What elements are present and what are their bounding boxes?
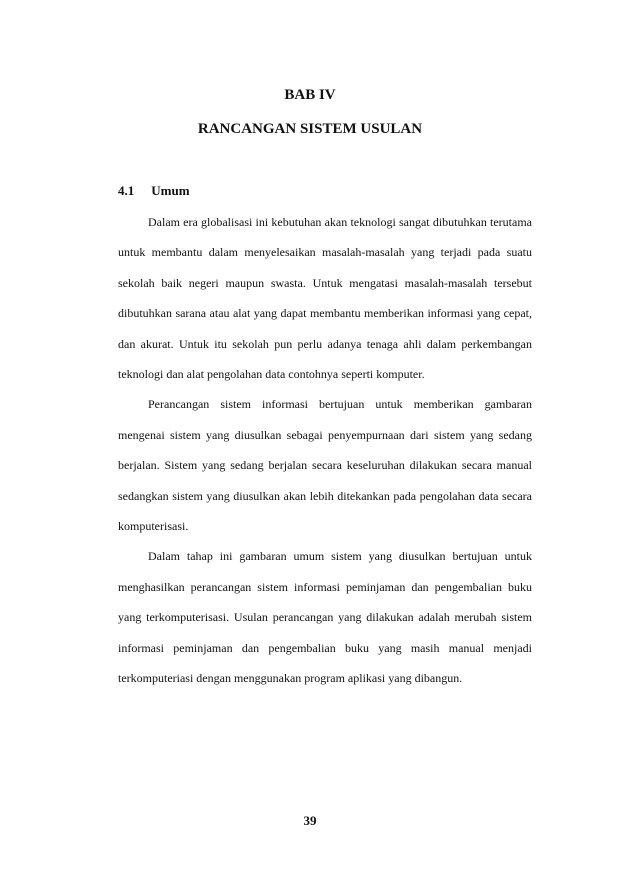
chapter-title: RANCANGAN SISTEM USULAN [197, 121, 423, 137]
section-number: 4.1 [118, 183, 135, 198]
section-heading [118, 183, 190, 199]
paragraph: Dalam tahap ini gambaran umum sistem yang diusulkan bertujuan untuk menghasilkan perancangan sistem informasi peminjaman dan pengembalian buku yang terkomputerisasi. Usulan perancangan yang dilakukan adalah merubah sistem informasi peminjaman dan pengembalian buku yang masih manual menjadi terkomputeriasi dengan menggunakan program aplikasi yang dibangun. [118, 549, 532, 686]
page-number: 39 [303, 813, 317, 828]
paragraph: Dalam era globalisasi ini kebutuhan akan teknologi sangat dibutuhkan terutama untuk membantu dalam menyelesaikan masalah-masalah yang terjadi pada suatu sekolah baik negeri maupun swasta. Untuk mengatasi masalah-masalah tersebut dibutuhkan sarana atau alat yang dapat membantu memberikan informasi yang cepat, dan akurat. Untuk itu sekolah pun perlu adanya tenaga ahli dalam perkembangan teknologi dan alat pengolahan data contohnya seperti komputer. [118, 215, 532, 382]
section-title: Umum [151, 183, 190, 198]
body-text [118, 207, 532, 694]
chapter-number: BAB IV [284, 87, 336, 103]
paragraph: Perancangan sistem informasi bertujuan untuk memberikan gambaran mengenai sistem yang diusulkan sebagai penyempurnaan dari sistem yang sedang berjalan. Sistem yang sedang berjalan secara keseluruhan dilakukan secara manual sedangkan sistem yang diusulkan akan lebih ditekankan pada pengolahan data secara komputerisasi. [118, 397, 532, 534]
